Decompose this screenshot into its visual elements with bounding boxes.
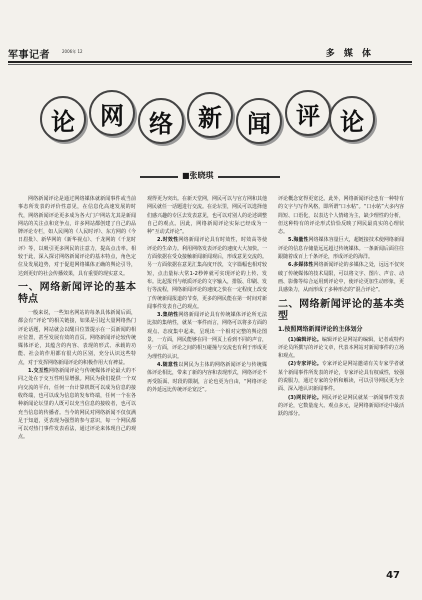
page-header [8,46,414,60]
paragraph [278,236,404,261]
paragraph-lead: (2)专家评论。 [288,361,322,368]
author-line [140,170,280,184]
paragraph-lead: 5.海量性 [288,237,309,244]
title-char: 论 [329,96,375,142]
paragraph-lead: 6.多媒体性 [288,262,314,269]
author-name: ■张晓琪 [178,170,218,181]
paragraph-body: 专家评论是网站邀请有关专家学者就某个新闻事件所发表的评论，专家评论具有权威性，较强的说服力，通过专家的分析和解读，可以引导网民更为全面、深入地认识新闻事件。 [278,361,404,393]
section-label: 多 媒 体 [325,49,374,59]
paragraph [147,236,267,311]
header-rule [8,61,412,63]
paragraph-body: 网络媒体容量巨大，超链接技术使网络新闻评论的信息存储量远远超过传统媒体。一条新闻后面往往跟随着成百上千条评论，形成评论的海洋。 [278,237,404,261]
section-heading: 一、网络新闻评论的基本特点 [18,281,136,305]
paragraph-body: 以网民为主体的网络新闻评论与传统媒体评论相比，带来了新的内容和表现形式，网络评论不再受版面、时段的限制，言论也更为自由，“网络评论的外延远比传统评论宽泛”。 [147,361,268,393]
column-3 [278,195,404,419]
subsection-heading: 1.按照网络新闻评论的主体划分 [278,325,363,333]
header-rule-thin [8,64,412,65]
paragraph-lead: 3.集纳性 [157,312,179,319]
section-heading: 二、网络新闻评论的基本类型 [278,298,404,322]
paragraph: 一般来说，一些知名网站的每条具体新闻后面，都会有“评论”的相关链接，如果是引起大量网络热门评论话题，网站就会以醒目位置提示在一页新闻的相应位置，甚至发展有效的首页。网络新闻评论较传统媒体评论，其蕴含的内容、表现的形式、承载的功能、社会的作用都有很大的区别，充分认识这些特点，对于发挥网络新闻评论的积极作用大有裨益。 [18,309,136,366]
paragraph-body: 网络新闻评论具有时效性，时效高等使评论的生命力。利用网络发表评论的速度大大加快。一方面依据在受众接触新闻新闻观后，形成意见交流的。另一方面依据在意见汇集高度开放，文字篇幅也相对较短，点击量标大常1-2秒钟就可实现评论的上传、发布。比起报刊与纸质评论的文字输入，排版、印刷、发行等流程，网络新闻评论的速度之快在一定程度上改变了传统新闻报道的节奏，更多的网民能在第一时间对新闻事件发表自己的观点。 [147,237,268,310]
paragraph-body: 网络新闻评论与传统媒体评论最大的不同之处在于交互性明显增强。网民为我们提供一个双向交流的平台，任何一台计算机既可以成为信息的接收终端，也可以成为信息的发布终端，任何一个在各种新闻论坛里的人既可以充当信息的接收者，也可以充当信息的传播者。当今的网民对网络新闻不仅仅满足于知道，更表现为强烈的参与意识，每一个网民都可以对热门事件发表看法，通过评论来体现自己的观点。 [18,368,136,441]
page-number: 47 [386,570,400,581]
paragraph [278,261,404,294]
title-char: 络 [138,98,184,144]
magazine-logo: 军事记者 [8,50,50,61]
paragraph [18,367,136,442]
column-2 [147,195,267,394]
paragraph-lead: 1.交互性 [28,368,49,375]
paragraph-lead: 4.随意性 [157,361,179,368]
paragraph [278,336,404,361]
paragraph [147,361,267,394]
paragraph-body: 网民评论是网民就某一新闻事件发表的评论，它数量庞大、观点多元，是网络新闻评论中最活跃的部分。 [278,394,404,418]
title-char: 闻 [236,98,282,144]
article-title [40,90,375,148]
title-char: 论 [40,96,86,142]
paragraph [278,394,404,419]
paragraph-lead: 2.时效性 [157,237,179,244]
paragraph-lead: (1)编辑评论。 [288,336,322,343]
paragraph [278,360,404,393]
paragraph: 网络新闻评论是通过网络媒体就新闻事件或当前事态所发表的评价性意见，在信息化高速发展的时代，网络新闻评论更多成为各大门户网站尤其是新闻网站的关注点和竞争点，许多网站都创建了自己的品牌评论专栏，如人民网的《人民时评》、东方网的《今日眉批》、新华网的《新华视点》、千龙网的《千龙时评》等，以吸引更多网民的注意力，提高点击率。相较于此，深入探讨网络新闻评论的基本特点，角色定位及发展趋势，对于促进网络媒体正确的舆论引导，达到更好的社会传播效果，具有重要的现实意义。 [18,196,136,277]
paragraph [147,311,267,361]
issue-label: 2006年 12 [62,49,83,54]
column-1 [18,195,136,442]
title-char: 网 [89,90,135,136]
paragraph-body: 编辑评论是网站的编辑，记者或特约评论员所撰写的评论文章，代表本网站对新闻事件的立场和观点。 [278,336,404,360]
paragraph: 评论概念宽得更宽泛。此外，网络新闻评论也有一种特有的文字与写作风格，即所谓“口水帖”。“口水帖”大多内容简短、口语化，以表达个人情绪为主，缺少理性的分析，但这种特有的评论形式恰恰反映了网民最真实的心理状态。 [278,196,404,236]
paragraph-body: 网络新闻评论具有传统媒体评论所无法比拟的集纳性，就某一事件而言，网络可以将多方面的观点、态度集中起来，呈现出一个相对完整的舆论图景，一方面，网民能够在同一网页上看到不同的声音，另一方面，评论之间的相互碰撞与交流也有利于形成更为理性的认识。 [147,312,268,360]
title-char: 新 [187,92,233,138]
paragraph-body: 网络新闻评论的多媒体之处，远远不仅突破了传统媒体的技术局限，可以将文字、图片、声音、动画、影像等综合运用到评论中，使评论更加生动形象，更具感染力，从而形成了多种形态的“混合评论”。 [278,262,404,294]
title-char: 评 [285,90,331,136]
paragraph: 观得更为突出。在新天堂网，网民可以与官方网和其他网民就任一话题进行交流。在论坛里，网民可以选择他们感兴趣的专区去发表意见，也可以对别人的论述调整自己的观点。因此，网络新闻评论实际已经成为一种“互动式评论”。 [147,196,268,236]
paragraph-lead: (3)网民评论。 [288,394,322,401]
